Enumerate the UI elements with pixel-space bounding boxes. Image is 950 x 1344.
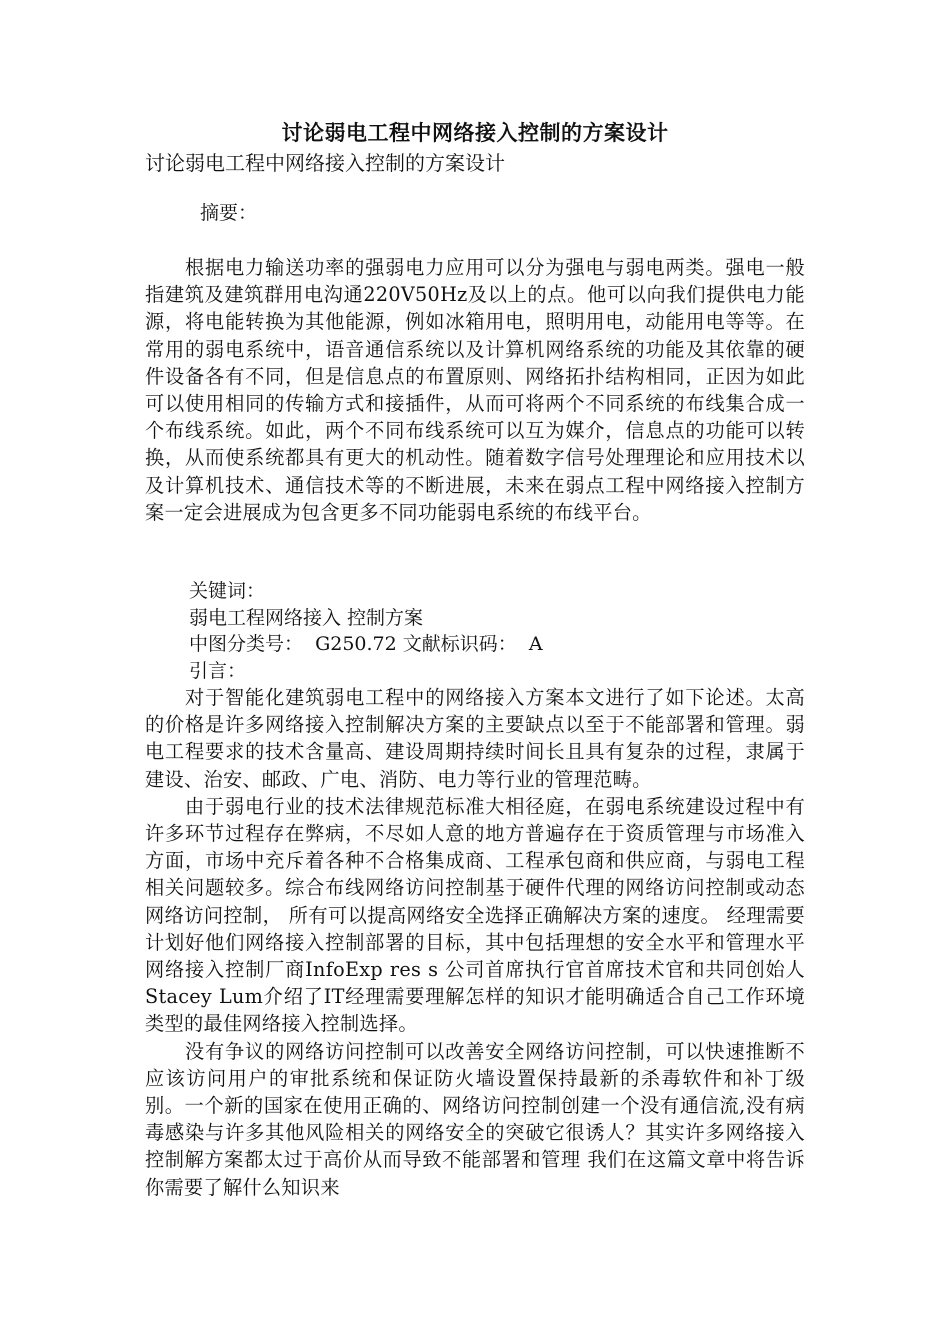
body-paragraph-2: 由于弱电行业的技术法律规范标准大相径庭，在弱电系统建设过程中有许多环节过程存在弊病，不尽如人意的地方普遍存在于资质管理与市场准入方面，市场中充斥着各种不合格集成商、工程承包商和供应商，与弱电工程相关问题较多。综合布线网络访问控制基于硬件代理的网络访问控制或动态网络访问控制， 所有可以提高网络安全选择正确解决方案的速度。 经理需要计划好他们网络接入控制部署的目标，其中包括理想的安全水平和管理水平网络接入控制厂商InfoExp res s 公司首席执行官首席技术官和共同创始人Stacey Lum介绍了IT经理需要理解怎样的知识才能明确适合自己工作环境类型的最佳网络接入控制选择。: [145, 794, 805, 1036]
intro-label: 引言：: [189, 659, 247, 682]
keywords-label: 关键词：: [189, 580, 266, 603]
body-paragraph-3: 没有争议的网络访问控制可以改善安全网络访问控制，可以快速推断不应该访问用户的审批系统和保证防火墙设置保持最新的杀毒软件和补丁级别。一个新的国家在使用正确的、网络访问控制创建一个没有通信流,没有病毒感染与许多其他风险相关的网络安全的突破它很诱人？其实许多网络接入控制解方案都太过于高价从而导致不能部署和管理 我们在这篇文章中将告诉你需要了解什么知识来: [145, 1039, 805, 1199]
abstract-label: 摘要：: [200, 202, 258, 224]
document-subtitle: 讨论弱电工程中网络接入控制的方案设计: [145, 151, 505, 175]
body-paragraph-1: 对于智能化建筑弱电工程中的网络接入方案本文进行了如下论述。太高的价格是许多网络接入控制解决方案的主要缺点以至于不能部署和管理。弱电工程要求的技术含量高、建设周期持续时间长且具有复杂的过程，隶属于建设、治安、邮政、广电、消防、电力等行业的管理范畴。: [145, 686, 805, 791]
abstract-paragraph: 根据电力输送功率的强弱电力应用可以分为强电与弱电两类。强电一般指建筑及建筑群用电沟通220V50Hz及以上的点。他可以向我们提供电力能源，将电能转换为其他能源，例如冰箱用电，照明用电，动能用电等等。在常用的弱电系统中，语音通信系统以及计算机网络系统的功能及其依靠的硬件设备各有不同，但是信息点的布置原则、网络拓扑结构相同，正因为如此可以使用相同的传输方式和接插件，从而可将两个不同系统的布线集合成一个布线系统。如此，两个不同布线系统可以互为媒介，信息点的功能可以转换，从而使系统都具有更大的机动性。随着数字信号处理理论和应用技术以及计算机技术、通信技术等的不断进展，未来在弱点工程中网络接入控制方案一定会进展成为包含更多不同功能弱电系统的布线平台。: [145, 256, 805, 524]
classification-line: 中图分类号： G250.72 文献标识码： A: [189, 633, 543, 656]
document-page: [145, 118, 805, 1201]
document-title: 讨论弱电工程中网络接入控制的方案设计: [281, 120, 669, 145]
keywords-text: 弱电工程网络接入 控制方案: [189, 606, 424, 629]
